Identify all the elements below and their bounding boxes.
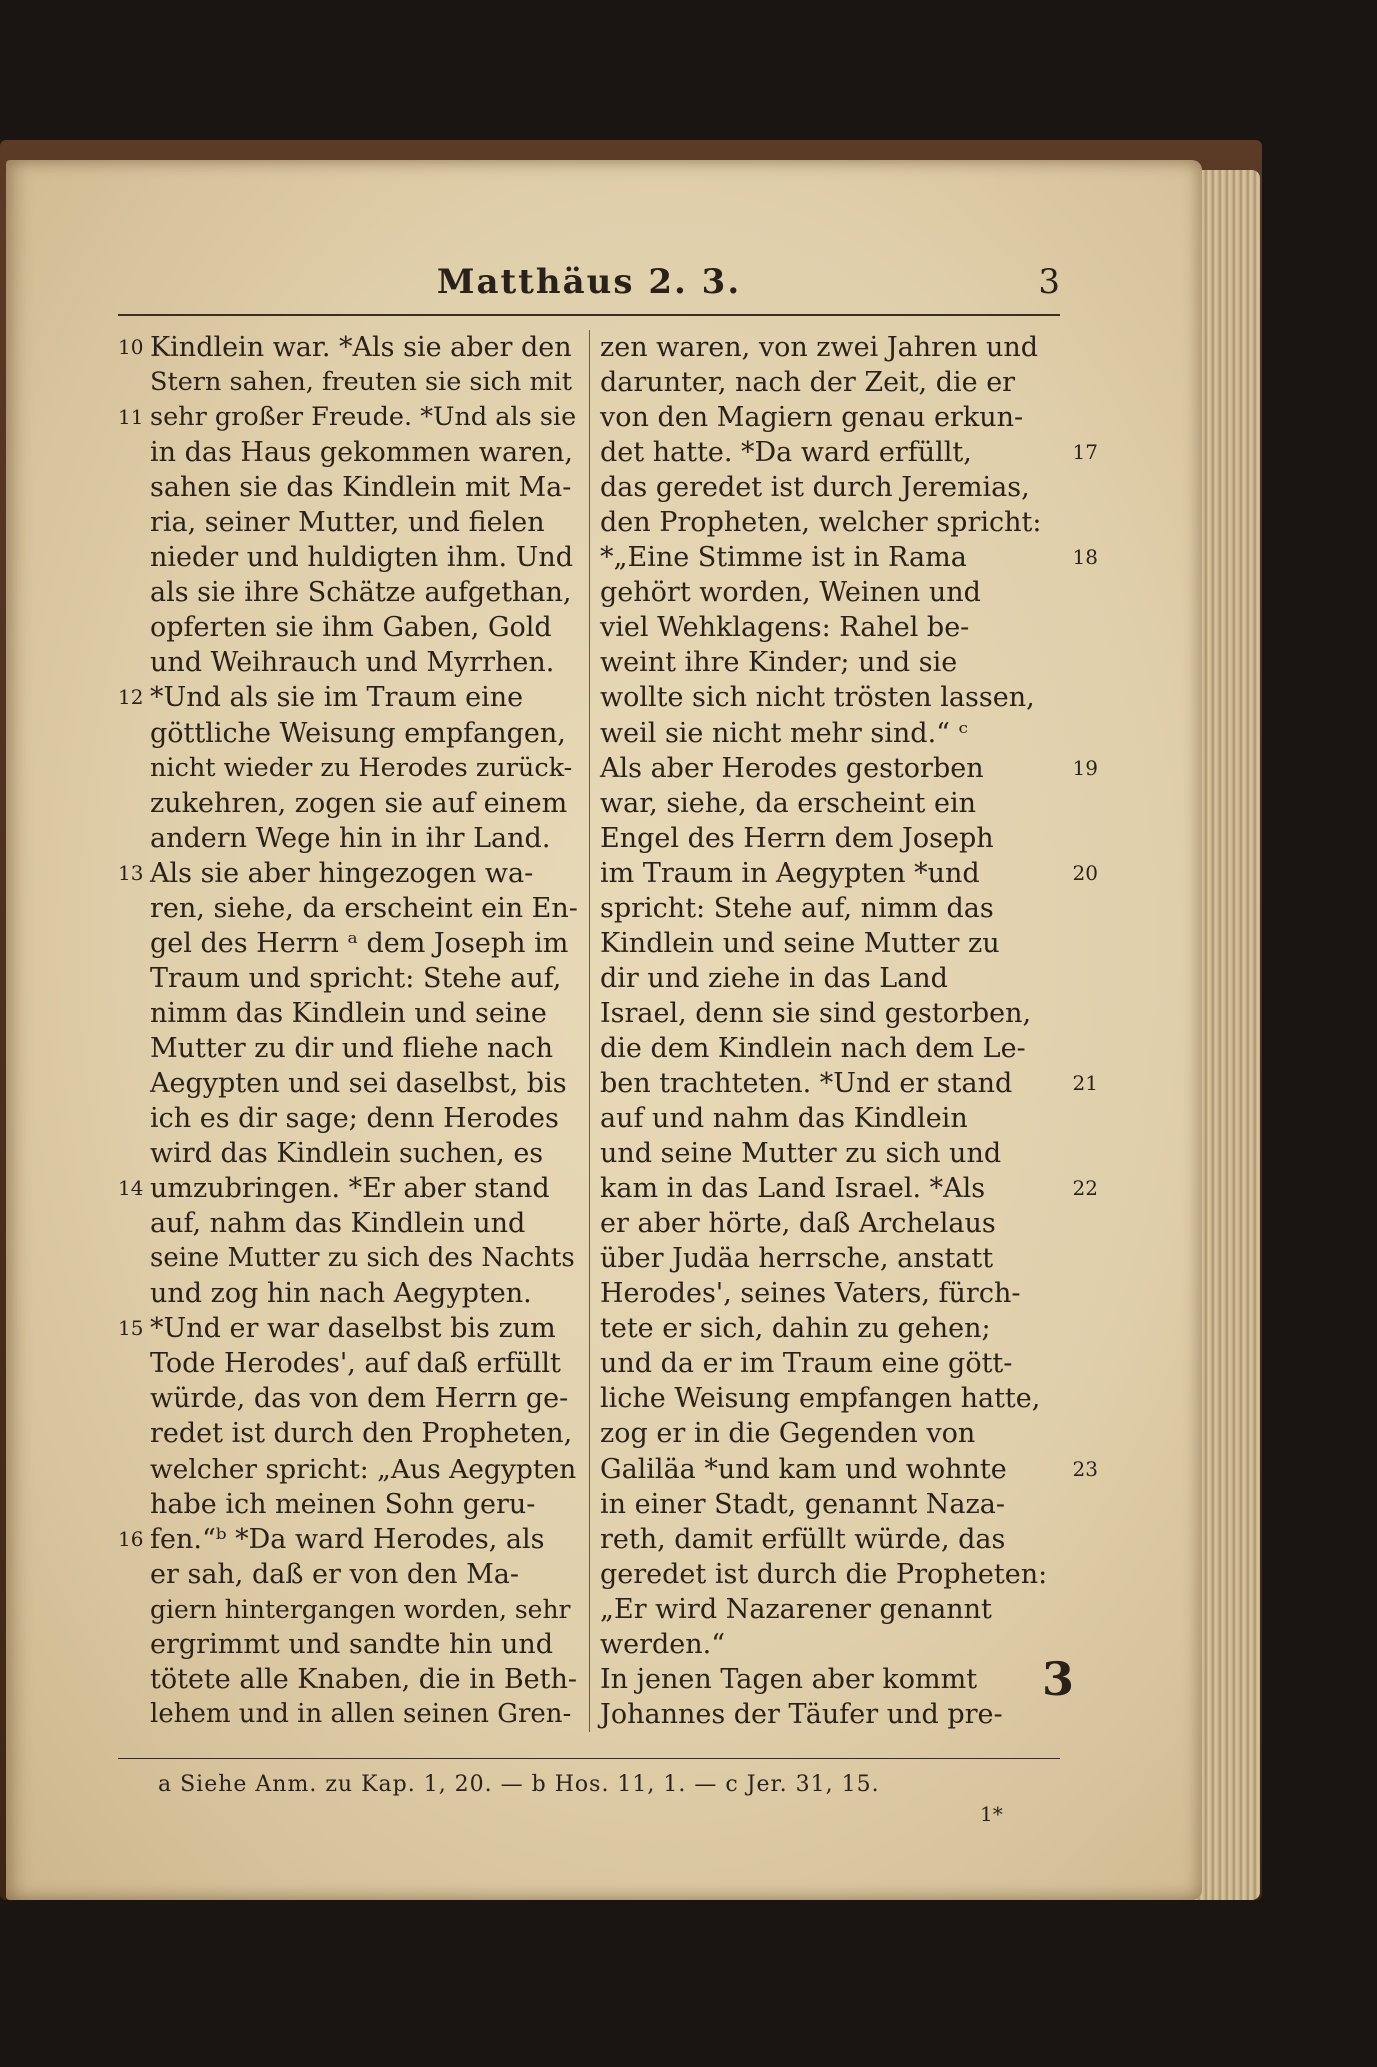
text-line [600,716,1060,751]
line-text: und Weihrauch und Myrrhen. [150,647,555,679]
line-text: fen.“ᵇ *Da ward Herodes, als [150,1523,545,1555]
text-line [118,1592,578,1627]
line-text: Als aber Herodes gestorben [600,752,984,784]
line-text: ben trachteten. *Und er stand [600,1067,1013,1099]
left-column [118,330,578,1732]
line-text: von den Magiern genau erkun- [600,402,1024,434]
text-line [118,1171,578,1206]
line-text: er aber hörte, daß Archelaus [600,1208,996,1240]
text-line [118,540,578,575]
line-text: gehört worden, Weinen und [600,577,981,609]
text-line [118,645,578,680]
line-text: über Judäa herrsche, anstatt [600,1243,994,1275]
text-line [118,1136,578,1171]
text-line [600,926,1060,961]
line-text: In jenen Tagen aber kommt [600,1663,978,1695]
text-line [600,575,1060,610]
text-line [600,786,1060,821]
text-line [118,505,578,540]
line-text: und zog hin nach Aegypten. [150,1278,532,1310]
page-content [118,262,1098,1826]
text-line [600,1697,1060,1732]
line-text: tötete alle Knaben, die in Beth- [150,1663,578,1695]
line-text: darunter, nach der Zeit, die er [600,367,1016,399]
line-text: sahen sie das Kindlein mit Ma- [150,472,572,504]
line-text: viel Wehklagens: Rahel be- [600,612,970,644]
text-line [118,1662,578,1697]
header-rule [118,314,1060,316]
text-line [600,1416,1060,1451]
line-text: Aegypten und sei daselbst, bis [150,1067,567,1099]
text-line [600,470,1060,505]
text-line [600,1031,1060,1066]
line-text: Herodes', seines Vaters, fürch- [600,1278,1021,1310]
line-text: Als sie aber hingezogen wa- [150,857,534,889]
line-text: göttliche Weisung empfangen, [150,717,566,749]
text-line [600,540,1098,575]
line-text: det hatte. *Da ward erfüllt, [600,437,972,469]
line-text: *„Eine Stimme ist in Rama [600,542,967,574]
text-line [118,1697,578,1732]
page-number: 3 [1038,262,1060,302]
text-line [600,1136,1060,1171]
line-text: die dem Kindlein nach dem Le- [600,1032,1026,1064]
text-line [600,751,1098,786]
line-text: wollte sich nicht trösten lassen, [600,682,1035,714]
line-text: im Traum in Aegypten *und [600,857,980,889]
line-text: war, siehe, da erscheint ein [600,787,976,819]
verse-number: 18 [1072,545,1098,570]
verse-number: 12 [118,685,144,710]
line-text: würde, das von dem Herrn ge- [150,1383,569,1415]
text-line [118,1381,578,1416]
text-line [600,1171,1098,1206]
line-text: Galiläa *und kam und wohnte [600,1453,1007,1485]
text-line [118,716,578,751]
line-text: zukehren, zogen sie auf einem [150,787,568,819]
text-line [118,1101,578,1136]
text-line [118,1627,578,1662]
line-text: lehem und in allen seinen Gren- [150,1698,572,1729]
running-title: Matthäus 2. 3. [436,262,742,302]
footnote-rule [118,1758,1060,1759]
line-text: auf und nahm das Kindlein [600,1103,968,1135]
text-line [118,1557,578,1592]
line-text: habe ich meinen Sohn geru- [150,1488,536,1520]
text-line [600,1206,1060,1241]
text-line [600,1522,1060,1557]
line-text: zog er in die Gegenden von [600,1418,976,1450]
text-line [118,470,578,505]
line-text: nicht wieder zu Herodes zurück- [150,752,573,783]
line-text: welcher spricht: „Aus Aegypten [150,1453,577,1485]
text-line [118,610,578,645]
line-text: in einer Stadt, genannt Naza- [600,1488,1005,1520]
text-line [600,365,1060,400]
text-line [600,1381,1060,1416]
text-line [118,1241,578,1276]
text-line [118,1452,578,1487]
text-line [118,1206,578,1241]
text-line [600,1592,1060,1627]
line-text: und da er im Traum eine gött- [600,1348,1013,1380]
line-text: ergrimmt und sandte hin und [150,1628,554,1660]
line-text: umzubringen. *Er aber stand [150,1173,550,1205]
text-line [600,1276,1060,1311]
text-line [118,961,578,996]
line-text: andern Wege hin in ihr Land. [150,822,551,854]
text-line [118,1066,578,1101]
text-line [600,996,1060,1031]
line-text: den Propheten, welcher spricht: [600,507,1042,539]
text-line [600,610,1060,645]
text-line [600,435,1098,470]
verse-number: 21 [1072,1070,1098,1095]
running-header [118,262,1060,314]
line-text: sehr großer Freude. *Und als sie [150,402,577,433]
text-line [118,1522,578,1557]
line-text: tete er sich, dahin zu gehen; [600,1313,991,1345]
text-line [118,330,578,365]
line-text: *Und als sie im Traum eine [150,682,524,714]
text-line [118,1487,578,1522]
text-line [600,1101,1060,1136]
line-text: Engel des Herrn dem Joseph [600,822,994,854]
line-text: und seine Mutter zu sich und [600,1138,1002,1170]
text-line [600,961,1060,996]
text-line [600,330,1060,365]
line-text: Tode Herodes', auf daß erfüllt [150,1348,561,1380]
verse-number: 16 [118,1526,144,1551]
line-text: Stern sahen, freuten sie sich mit [150,367,573,398]
chapter-number: 3 [1041,1651,1074,1706]
text-line [600,400,1060,435]
verse-number: 19 [1072,755,1098,780]
text-line [600,1346,1060,1381]
line-text: weint ihre Kinder; und sie [600,647,958,679]
text-line [118,1311,578,1346]
text-line [600,1487,1060,1522]
text-line [600,891,1060,926]
line-text: als sie ihre Schätze aufgethan, [150,577,572,609]
text-line [118,575,578,610]
line-text: Kindlein und seine Mutter zu [600,927,1000,959]
text-line [600,1557,1060,1592]
text-line [118,1416,578,1451]
line-text: dir und ziehe in das Land [600,962,948,994]
text-line [118,435,578,470]
column-divider [589,330,590,1732]
line-text: Johannes der Täufer und pre- [600,1698,1003,1730]
text-line [600,856,1098,891]
text-line [600,821,1060,856]
line-text: werden.“ [600,1628,726,1660]
line-text: opferten sie ihm Gaben, Gold [150,612,552,644]
right-column [600,330,1098,1732]
text-line [118,400,578,435]
text-line [600,1452,1098,1487]
text-line [118,996,578,1031]
line-text: ria, seiner Mutter, und fielen [150,507,545,539]
text-line [118,365,578,400]
line-text: nimm das Kindlein und seine [150,997,547,1029]
text-line [600,1627,1060,1662]
text-line [600,680,1060,715]
text-line [118,1031,578,1066]
line-text: nieder und huldigten ihm. Und [150,542,574,574]
text-line [600,1241,1060,1276]
signature-mark: 1* [980,1802,1003,1826]
line-text: liche Weisung empfangen hatte, [600,1383,1041,1415]
footnotes: a Siehe Anm. zu Kap. 1, 20. — b Hos. 11, 1. — c Jer. 31, 15. [158,1772,880,1797]
text-line [600,505,1060,540]
line-text: wird das Kindlein suchen, es [150,1138,544,1170]
verse-number: 20 [1072,860,1098,885]
line-text: Israel, denn sie sind gestorben, [600,997,1032,1029]
line-text: spricht: Stehe auf, nimm das [600,892,994,924]
verse-number: 17 [1072,440,1098,465]
verse-number: 14 [118,1176,144,1201]
text-line [118,1346,578,1381]
text-line [118,680,578,715]
text-line [118,786,578,821]
line-text: zen waren, von zwei Jahren und [600,332,1039,363]
line-text: das geredet ist durch Jeremias, [600,472,1030,504]
text-line [600,1651,1074,1706]
line-text: redet ist durch den Propheten, [150,1418,573,1450]
text-line [118,891,578,926]
text-line [600,1311,1060,1346]
verse-number: 22 [1072,1176,1098,1201]
text-line [118,856,578,891]
line-text: Mutter zu dir und fliehe nach [150,1032,554,1064]
line-text: kam in das Land Israel. *Als [600,1173,986,1205]
line-text: *Und er war daselbst bis zum [150,1313,556,1345]
line-text: geredet ist durch die Propheten: [600,1558,1048,1590]
line-text: giern hintergangen worden, sehr [150,1594,571,1624]
line-text: weil sie nicht mehr sind.“ ᶜ [600,717,968,749]
line-text: gel des Herrn ᵃ dem Joseph im [150,927,569,959]
line-text: Kindlein war. *Als sie aber den [150,332,572,363]
text-line [118,821,578,856]
text-line [600,1066,1098,1101]
text-line [118,751,578,786]
line-text: „Er wird Nazarener genannt [600,1593,992,1625]
line-text: ren, siehe, da erscheint ein En- [150,892,578,924]
line-text: er sah, daß er von den Ma- [150,1558,520,1590]
line-text: Traum und spricht: Stehe auf, [150,962,562,994]
line-text: reth, damit erfüllt würde, das [600,1523,1006,1555]
verse-number: 15 [118,1316,144,1341]
line-text: ich es dir sage; denn Herodes [150,1103,559,1135]
line-text: in das Haus gekommen waren, [150,437,573,469]
text-line [118,1276,578,1311]
verse-number: 11 [118,405,144,430]
line-text: auf, nahm das Kindlein und [150,1208,526,1240]
line-text: seine Mutter zu sich des Nachts [150,1243,575,1274]
verse-number: 10 [118,335,144,359]
verse-number: 23 [1072,1456,1098,1481]
text-line [118,926,578,961]
verse-number: 13 [118,860,144,885]
text-line [600,645,1060,680]
